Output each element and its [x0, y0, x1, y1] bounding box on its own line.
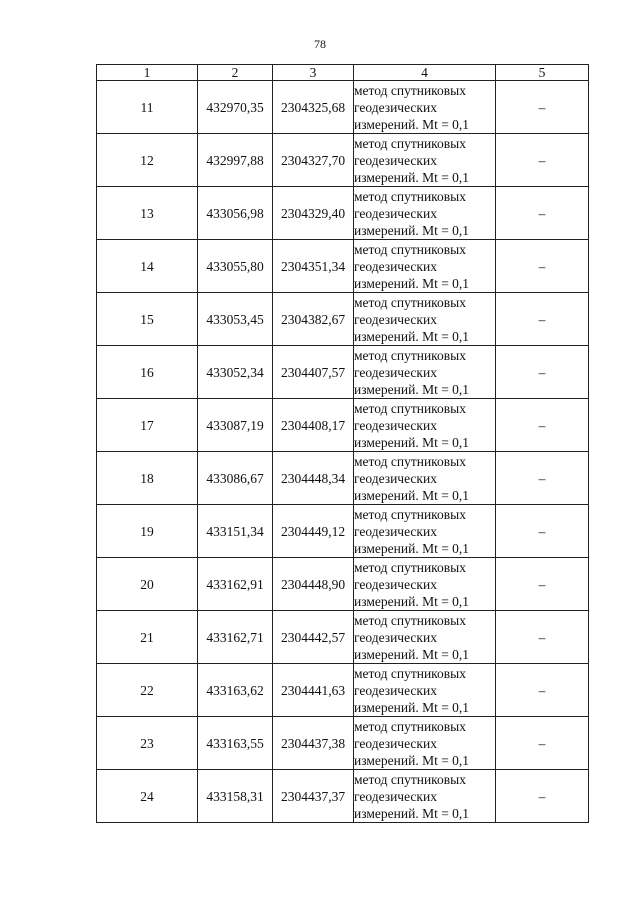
- coordinate-y-cell: 2304437,37: [273, 770, 354, 823]
- point-number-cell: 22: [97, 664, 198, 717]
- coordinate-x-cell: 433163,55: [198, 717, 273, 770]
- method-cell: [354, 240, 496, 293]
- method-cell: [354, 293, 496, 346]
- coordinate-x-cell: 433151,34: [198, 505, 273, 558]
- header-col-4: 4: [354, 65, 496, 81]
- method-line: геодезических: [354, 258, 437, 274]
- method-line: измерений. Mt = 0,1: [354, 328, 470, 344]
- method-line: измерений. Mt = 0,1: [354, 805, 470, 821]
- table-row: [97, 611, 589, 664]
- note-cell: –: [496, 611, 589, 664]
- table-row: [97, 346, 589, 399]
- table-row: [97, 134, 589, 187]
- method-line: геодезических: [354, 576, 437, 592]
- coordinates-table: [96, 64, 589, 823]
- note-cell: –: [496, 293, 589, 346]
- method-cell: [354, 134, 496, 187]
- header-col-1: 1: [97, 65, 198, 81]
- method-line: метод спутниковых: [354, 665, 466, 681]
- table-row: [97, 717, 589, 770]
- method-line: метод спутниковых: [354, 506, 466, 522]
- method-line: геодезических: [354, 682, 437, 698]
- coordinate-x-cell: 432997,88: [198, 134, 273, 187]
- coordinate-x-cell: 433052,34: [198, 346, 273, 399]
- coordinate-x-cell: 433087,19: [198, 399, 273, 452]
- method-cell: [354, 452, 496, 505]
- method-cell: [354, 611, 496, 664]
- coordinate-y-cell: 2304408,17: [273, 399, 354, 452]
- note-cell: –: [496, 346, 589, 399]
- coordinate-x-cell: 433158,31: [198, 770, 273, 823]
- point-number-cell: 12: [97, 134, 198, 187]
- header-col-3: 3: [273, 65, 354, 81]
- method-line: геодезических: [354, 629, 437, 645]
- method-cell: [354, 664, 496, 717]
- point-number-cell: 19: [97, 505, 198, 558]
- coordinate-x-cell: 433163,62: [198, 664, 273, 717]
- table-header-row: [97, 65, 589, 81]
- coordinate-y-cell: 2304437,38: [273, 717, 354, 770]
- method-line: геодезических: [354, 311, 437, 327]
- header-col-5: 5: [496, 65, 589, 81]
- coordinate-y-cell: 2304449,12: [273, 505, 354, 558]
- table-row: [97, 558, 589, 611]
- method-line: метод спутниковых: [354, 135, 466, 151]
- method-cell: [354, 717, 496, 770]
- coordinate-x-cell: 433056,98: [198, 187, 273, 240]
- method-cell: [354, 399, 496, 452]
- point-number-cell: 18: [97, 452, 198, 505]
- point-number-cell: 24: [97, 770, 198, 823]
- method-line: измерений. Mt = 0,1: [354, 593, 470, 609]
- method-line: измерений. Mt = 0,1: [354, 540, 470, 556]
- method-line: геодезических: [354, 735, 437, 751]
- point-number-cell: 14: [97, 240, 198, 293]
- method-line: метод спутниковых: [354, 612, 466, 628]
- point-number-cell: 13: [97, 187, 198, 240]
- coordinate-y-cell: 2304382,67: [273, 293, 354, 346]
- method-line: геодезических: [354, 470, 437, 486]
- point-number-cell: 23: [97, 717, 198, 770]
- coordinate-x-cell: 433055,80: [198, 240, 273, 293]
- method-line: геодезических: [354, 152, 437, 168]
- method-line: метод спутниковых: [354, 400, 466, 416]
- method-line: геодезических: [354, 99, 437, 115]
- method-line: геодезических: [354, 205, 437, 221]
- note-cell: –: [496, 187, 589, 240]
- method-line: измерений. Mt = 0,1: [354, 699, 470, 715]
- coordinate-y-cell: 2304351,34: [273, 240, 354, 293]
- table-row: [97, 770, 589, 823]
- method-line: измерений. Mt = 0,1: [354, 646, 470, 662]
- method-cell: [354, 81, 496, 134]
- coordinate-y-cell: 2304325,68: [273, 81, 354, 134]
- method-line: метод спутниковых: [354, 559, 466, 575]
- coordinate-y-cell: 2304448,34: [273, 452, 354, 505]
- coordinate-y-cell: 2304448,90: [273, 558, 354, 611]
- point-number-cell: 17: [97, 399, 198, 452]
- method-cell: [354, 346, 496, 399]
- table-row: [97, 240, 589, 293]
- table-body: [97, 81, 589, 823]
- method-line: метод спутниковых: [354, 241, 466, 257]
- method-line: измерений. Mt = 0,1: [354, 169, 470, 185]
- method-line: измерений. Mt = 0,1: [354, 487, 470, 503]
- method-line: измерений. Mt = 0,1: [354, 434, 470, 450]
- method-line: геодезических: [354, 788, 437, 804]
- note-cell: –: [496, 558, 589, 611]
- method-line: геодезических: [354, 523, 437, 539]
- method-line: измерений. Mt = 0,1: [354, 381, 470, 397]
- point-number-cell: 15: [97, 293, 198, 346]
- method-cell: [354, 187, 496, 240]
- note-cell: –: [496, 505, 589, 558]
- method-line: геодезических: [354, 417, 437, 433]
- coordinate-x-cell: 433053,45: [198, 293, 273, 346]
- note-cell: –: [496, 452, 589, 505]
- note-cell: –: [496, 81, 589, 134]
- point-number-cell: 16: [97, 346, 198, 399]
- method-line: измерений. Mt = 0,1: [354, 222, 470, 238]
- point-number-cell: 20: [97, 558, 198, 611]
- coordinate-y-cell: 2304327,70: [273, 134, 354, 187]
- table-row: [97, 399, 589, 452]
- coordinate-y-cell: 2304442,57: [273, 611, 354, 664]
- method-line: метод спутниковых: [354, 347, 466, 363]
- coordinate-x-cell: 433162,91: [198, 558, 273, 611]
- table-row: [97, 505, 589, 558]
- table-row: [97, 452, 589, 505]
- note-cell: –: [496, 134, 589, 187]
- method-line: измерений. Mt = 0,1: [354, 116, 470, 132]
- method-line: геодезических: [354, 364, 437, 380]
- method-line: метод спутниковых: [354, 188, 466, 204]
- method-line: метод спутниковых: [354, 771, 466, 787]
- method-line: измерений. Mt = 0,1: [354, 752, 470, 768]
- note-cell: –: [496, 664, 589, 717]
- method-cell: [354, 505, 496, 558]
- method-line: метод спутниковых: [354, 453, 466, 469]
- point-number-cell: 11: [97, 81, 198, 134]
- note-cell: –: [496, 240, 589, 293]
- method-line: метод спутниковых: [354, 82, 466, 98]
- note-cell: –: [496, 770, 589, 823]
- table-row: [97, 293, 589, 346]
- method-cell: [354, 558, 496, 611]
- note-cell: –: [496, 717, 589, 770]
- coordinate-y-cell: 2304407,57: [273, 346, 354, 399]
- method-line: метод спутниковых: [354, 718, 466, 734]
- note-cell: –: [496, 399, 589, 452]
- coordinate-y-cell: 2304441,63: [273, 664, 354, 717]
- coordinate-x-cell: 433162,71: [198, 611, 273, 664]
- table-row: [97, 81, 589, 134]
- coordinate-y-cell: 2304329,40: [273, 187, 354, 240]
- page-number: 78: [314, 37, 326, 51]
- method-line: метод спутниковых: [354, 294, 466, 310]
- coordinate-x-cell: 432970,35: [198, 81, 273, 134]
- point-number-cell: 21: [97, 611, 198, 664]
- coordinate-x-cell: 433086,67: [198, 452, 273, 505]
- method-cell: [354, 770, 496, 823]
- table-row: [97, 664, 589, 717]
- method-line: измерений. Mt = 0,1: [354, 275, 470, 291]
- header-col-2: 2: [198, 65, 273, 81]
- table-row: [97, 187, 589, 240]
